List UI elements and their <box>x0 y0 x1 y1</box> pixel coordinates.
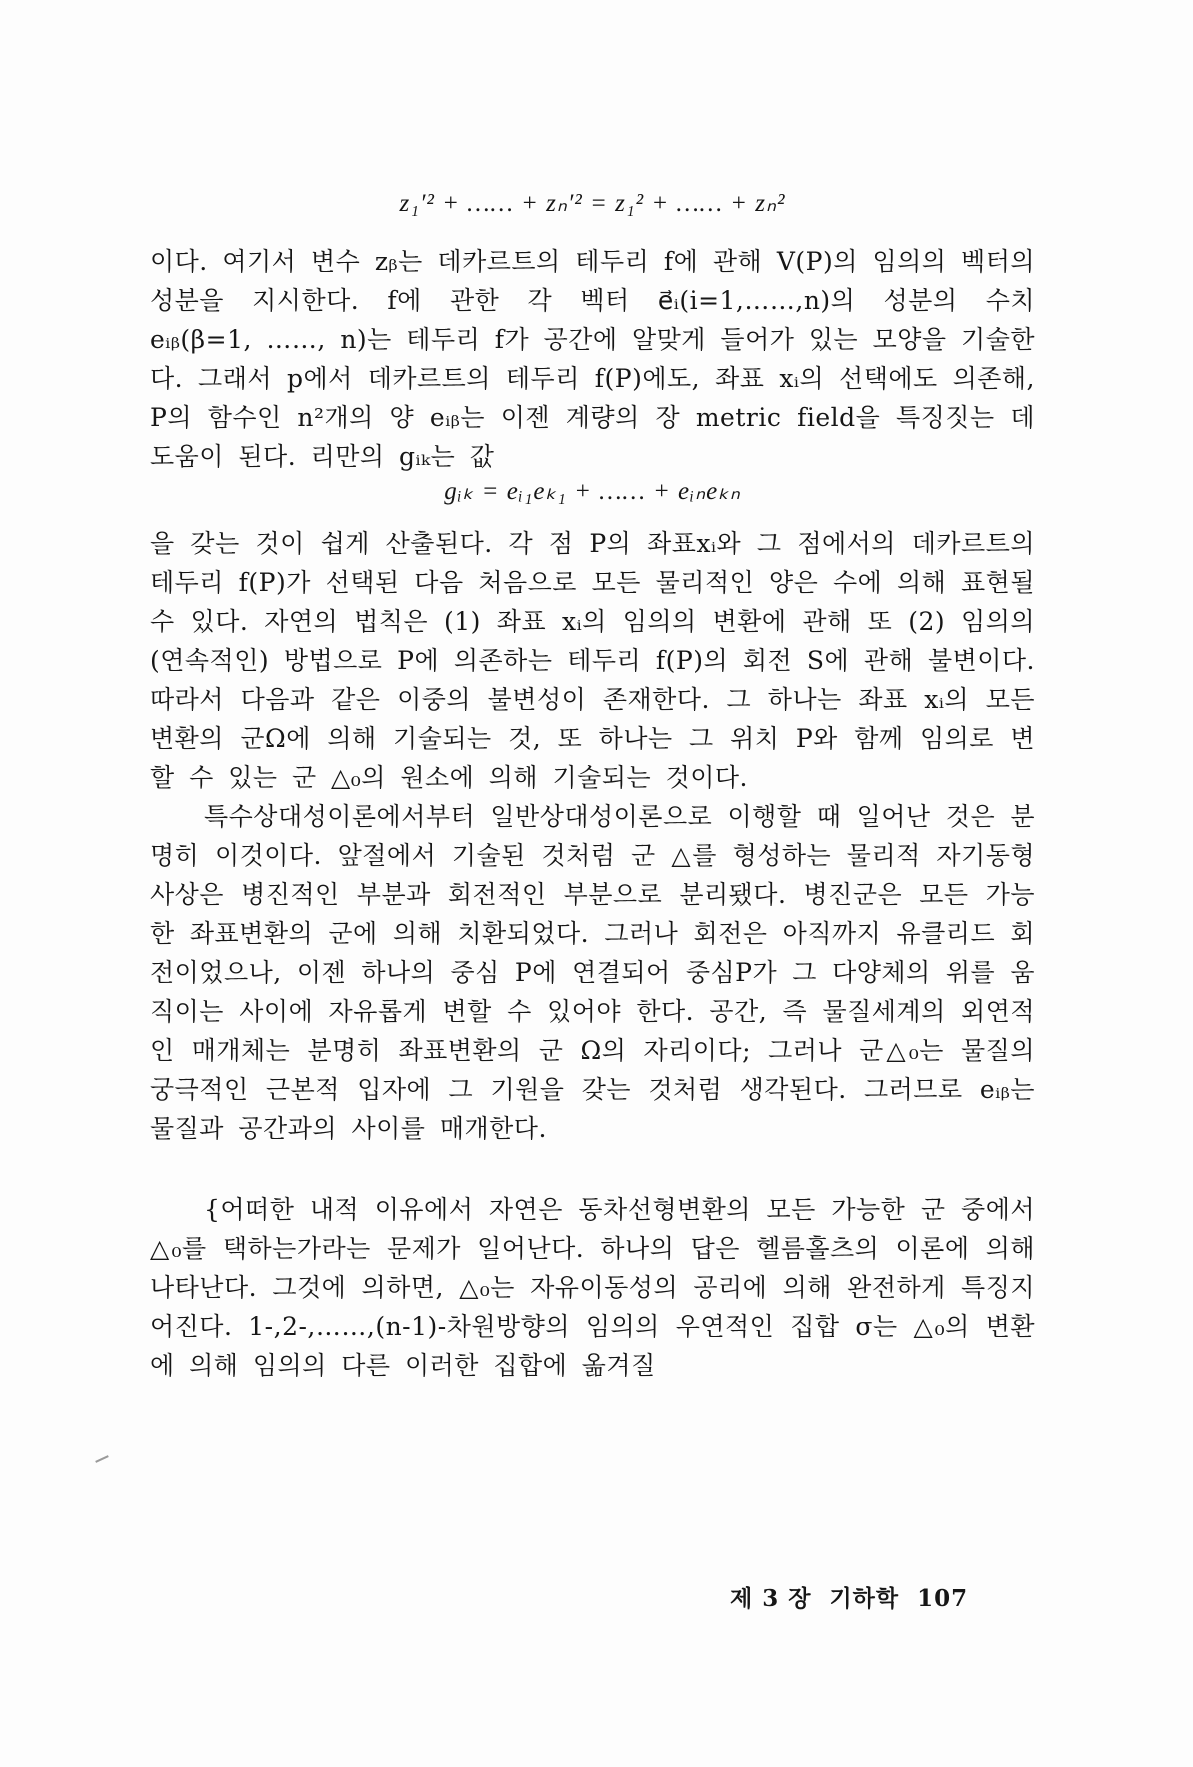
page-number: 107 <box>917 1585 969 1612</box>
paragraph-block-1 <box>150 242 1035 476</box>
equation-metric-tensor: gᵢₖ = eᵢ₁eₖ₁ + …… + eᵢₙeₖₙ <box>444 478 741 505</box>
page-footer <box>730 1580 986 1613</box>
margin-pencil-mark <box>95 1455 109 1463</box>
paragraph-block-2 <box>150 524 1035 1148</box>
footer-chapter: 제 3 장 <box>730 1585 812 1612</box>
equation-orthogonal-invariance: z₁′² + …… + zₙ′² = z₁² + …… + zₙ² <box>399 190 786 217</box>
paragraph-cartesian-frame: 이다. 여기서 변수 zᵦ는 데카르트의 테두리 f에 관해 V(P)의 임의의 벡터의 성분을 지시한다. f에 관한 각 벡터 e⃗ᵢ(i=1,……,n)의 성분의 수치 eᵢᵦ(β=1, ……, n)는 테두리 f가 공간에 알맞게 들어가 있는 모양을 기술한다. 그래서 p에서 데카르트의 테두리 f(P)에도, 좌표 xᵢ의 선택에도 의존해, P의 함수인 n²개의 양 eᵢᵦ는 이젠 계량의 장 metric field을 특징짓는 데 도움이 된다. 리만의 gᵢₖ는 값 <box>150 247 1035 471</box>
paragraph-general-relativity: 특수상대성이론에서부터 일반상대성이론으로 이행할 때 일어난 것은 분명히 이것이다. 앞절에서 기술된 것처럼 군 △를 형성하는 물리적 자기동형사상은 병진적인 부분과 회전적인 부분으로 분리됐다. 병진군은 모든 가능한 좌표변환의 군에 의해 치환되었다. 그러나 회전은 아직까지 유클리드 회전이었으나, 이젠 하나의 중심 P에 연결되어 중심P가 그 다양체의 위를 움직이는 사이에 자유롭게 변할 수 있어야 한다. 공간, 즉 물질세계의 외연적인 매개체는 분명히 좌표변환의 군 Ω의 자리이다; 그러나 군△₀는 물질의 궁극적인 근본적 입자에 그 기원을 갖는 것처럼 생각된다. 그러므로 eᵢᵦ는 물질과 공간과의 사이를 매개한다. <box>150 802 1035 1143</box>
paragraph-block-3 <box>150 1190 1035 1385</box>
paragraph-invariance: 을 갖는 것이 쉽게 산출된다. 각 점 P의 좌표xᵢ와 그 점에서의 데카르트의 테두리 f(P)가 선택된 다음 처음으로 모든 물리적인 양은 수에 의해 표현될 수 있다. 자연의 법칙은 (1) 좌표 xᵢ의 임의의 변환에 관해 또 (2) 임의의 (연속적인) 방법으로 P에 의존하는 테두리 f(P)의 회전 S에 관해 불변이다. 따라서 다음과 같은 이중의 불변성이 존재한다. 그 하나는 좌표 xᵢ의 모든 변환의 군Ω에 의해 기술되는 것, 또 하나는 그 위치 P와 함께 임의로 변할 수 있는 군 △₀의 원소에 의해 기술되는 것이다. <box>150 529 1035 792</box>
footer-title: 기하학 <box>829 1585 900 1612</box>
paragraph-helmholtz: {어떠한 내적 이유에서 자연은 동차선형변환의 모든 가능한 군 중에서 △₀를 택하는가라는 문제가 일어난다. 하나의 답은 헬름홀츠의 이론에 의해 나타난다. 그것에 의하면, △₀는 자유이동성의 공리에 의해 완전하게 특징지어진다. 1-,2-,……,(n-1)-차원방향의 임의의 우연적인 집합 σ는 △₀의 변환에 의해 임의의 다른 이러한 집합에 옮겨질 <box>150 1195 1035 1380</box>
